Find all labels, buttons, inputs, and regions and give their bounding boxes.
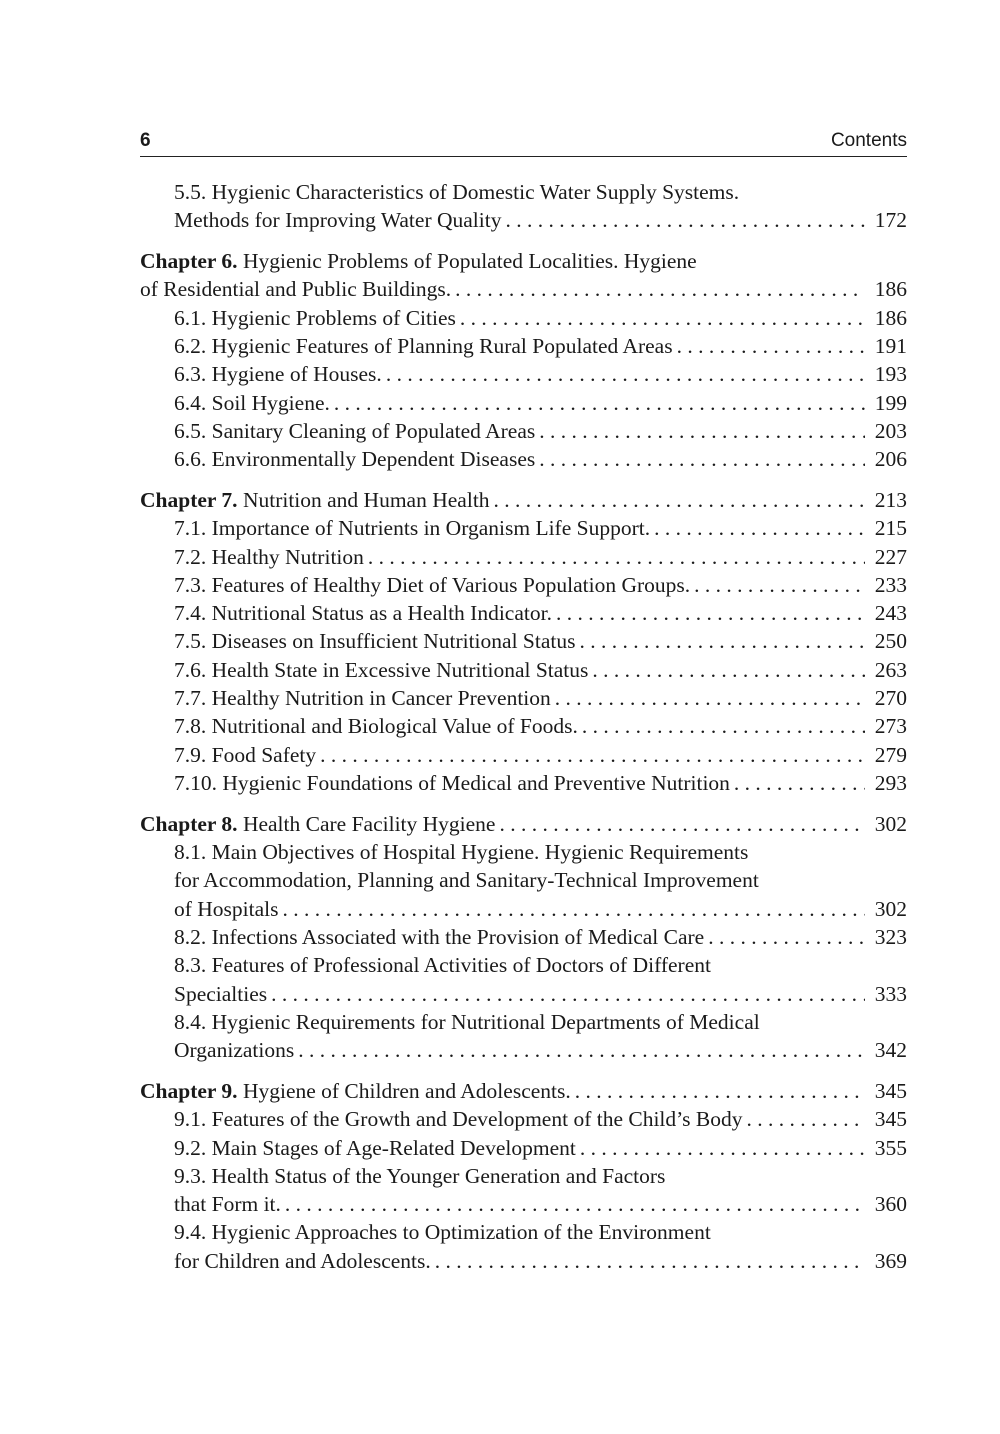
toc-page-number: 369 — [874, 1248, 907, 1273]
toc-entry-title — [174, 332, 673, 360]
dot-leader — [456, 304, 865, 332]
dot-leader — [535, 417, 865, 445]
dot-leader — [588, 656, 864, 684]
toc-page-number: 293 — [874, 770, 907, 795]
toc-entry-text: 8.1. Main Objectives of Hospital Hygiene. Hygienic Requirements — [174, 840, 749, 865]
toc-entry — [140, 304, 907, 332]
toc-entry-title — [174, 417, 535, 445]
toc-entry — [140, 1036, 907, 1064]
toc-entry — [140, 417, 907, 445]
toc-entry — [140, 445, 907, 473]
toc-entry-title — [174, 1247, 431, 1275]
toc-entry — [140, 656, 907, 684]
dot-leader — [501, 206, 864, 234]
toc-entry-text: 9.4. Hygienic Approaches to Optimization of the Environment — [174, 1220, 711, 1245]
toc-entry — [140, 866, 907, 894]
dot-leader — [267, 980, 865, 1008]
toc-page-number: 193 — [874, 362, 907, 387]
toc-entry-title — [174, 1190, 281, 1218]
running-title: Contents — [830, 130, 907, 151]
toc-entry-text: Methods for Improving Water Quality — [174, 208, 502, 233]
toc-entry-text: 8.3. Features of Professional Activities of Doctors of Different — [174, 953, 711, 978]
toc-entry-text: 6.2. Hygienic Features of Planning Rural Populated Areas — [174, 333, 673, 358]
toc-entry — [140, 1247, 907, 1275]
toc-entry-title — [174, 1105, 742, 1133]
toc-entry — [140, 1134, 907, 1162]
toc-entry-text: Health Care Facility Hygiene — [237, 811, 496, 836]
dot-leader — [690, 571, 865, 599]
toc-entry-title — [174, 951, 711, 979]
toc-entry — [140, 599, 907, 627]
dot-leader — [330, 389, 865, 417]
toc-entry-title — [174, 838, 748, 866]
toc-entry-text: 7.7. Healthy Nutrition in Cancer Prevention — [174, 686, 551, 711]
toc-entry-text: of Residential and Public Buildings. — [140, 277, 452, 302]
toc-entry — [140, 712, 907, 740]
toc-entry-title — [174, 627, 575, 655]
toc-page-number: 279 — [874, 742, 907, 767]
toc-entry-text: 6.3. Hygiene of Houses. — [174, 362, 382, 387]
toc-entry — [140, 769, 907, 797]
toc-entry-text: for Children and Adolescents. — [174, 1248, 431, 1273]
toc-entry-text: 7.8. Nutritional and Biological Value of Foods. — [174, 714, 578, 739]
toc-entry-text: 8.4. Hygienic Requirements for Nutritional Departments of Medical — [174, 1009, 760, 1034]
dot-leader — [578, 712, 865, 740]
toc-entry — [140, 923, 907, 951]
dot-leader — [650, 514, 865, 542]
toc-entry — [140, 1105, 907, 1133]
toc-entry-text: 7.9. Food Safety — [174, 742, 317, 767]
dot-leader — [490, 486, 865, 514]
page-header — [140, 128, 907, 157]
toc-entry-title — [174, 656, 588, 684]
toc-entry-title — [174, 684, 551, 712]
toc-chapter-entry — [140, 486, 907, 514]
toc-entry-title — [174, 543, 364, 571]
dot-leader — [730, 769, 865, 797]
toc-page-number: 186 — [874, 305, 907, 330]
toc-page-number: 191 — [874, 333, 907, 358]
toc-entry — [140, 1218, 907, 1246]
dot-leader — [535, 445, 865, 473]
dot-leader — [279, 895, 865, 923]
toc-chapter-entry — [140, 810, 907, 838]
toc-entry-text: 8.2. Infections Associated with the Provision of Medical Care — [174, 924, 705, 949]
toc-entry — [140, 1008, 907, 1036]
toc-page-number: 273 — [874, 714, 907, 739]
toc-page-number: 345 — [874, 1078, 907, 1103]
toc-entry-title — [174, 741, 316, 769]
toc-page-number: 323 — [874, 924, 907, 949]
toc-entry-text: Nutrition and Human Health — [237, 487, 490, 512]
toc-entry — [140, 360, 907, 388]
toc-entry — [140, 389, 907, 417]
toc-entry-title — [140, 275, 451, 303]
toc-page-number: 172 — [874, 208, 907, 233]
toc-entry — [140, 838, 907, 866]
toc-entry — [140, 980, 907, 1008]
chapter-label: Chapter 6. — [140, 249, 238, 274]
toc-entry-text: for Accommodation, Planning and Sanitary-Technical Improvement — [174, 868, 759, 893]
toc-page-number: 263 — [874, 657, 907, 682]
toc-entry-title — [174, 360, 382, 388]
dot-leader — [364, 543, 865, 571]
toc-entry-text: 9.3. Health Status of the Younger Generation and Factors — [174, 1163, 666, 1188]
toc-entry-title — [174, 445, 535, 473]
toc-entry-title — [174, 1008, 760, 1036]
toc-page-number: 227 — [874, 544, 907, 569]
toc-entry — [140, 895, 907, 923]
toc-page-number: 360 — [874, 1192, 907, 1217]
toc-entry — [140, 543, 907, 571]
toc-entry — [140, 571, 907, 599]
toc-page-number: 250 — [874, 629, 907, 654]
toc-page-number: 213 — [874, 487, 907, 512]
toc-entry-title — [140, 486, 490, 514]
dot-leader — [742, 1105, 864, 1133]
toc-entry-text: of Hospitals — [174, 896, 279, 921]
toc-entry-text: 7.6. Health State in Excessive Nutritional Status — [174, 657, 589, 682]
toc-page-number: 333 — [874, 981, 907, 1006]
toc-entry-text: Hygiene of Children and Adolescents. — [237, 1078, 571, 1103]
toc-page-number: 215 — [874, 516, 907, 541]
toc-page-number: 302 — [874, 811, 907, 836]
toc-entry — [140, 178, 907, 206]
toc-entry-text: Specialties — [174, 981, 268, 1006]
toc-page-number: 203 — [874, 418, 907, 443]
toc-entry-title — [174, 895, 279, 923]
toc-entry-text: 7.2. Healthy Nutrition — [174, 544, 364, 569]
chapter-label: Chapter 9. — [140, 1078, 238, 1103]
toc-entry-text: 6.1. Hygienic Problems of Cities — [174, 305, 456, 330]
toc-entry — [140, 627, 907, 655]
toc-chapter-entry — [140, 1077, 907, 1105]
table-of-contents — [140, 178, 907, 1275]
toc-entry — [140, 684, 907, 712]
toc-entry — [140, 332, 907, 360]
dot-leader — [704, 923, 865, 951]
toc-entry — [140, 275, 907, 303]
toc-chapter-entry — [140, 247, 907, 275]
dot-leader — [451, 275, 865, 303]
chapter-label: Chapter 8. — [140, 811, 238, 836]
toc-page-number: 270 — [874, 686, 907, 711]
toc-entry-text: 9.1. Features of the Growth and Development of the Child’s Body — [174, 1107, 743, 1132]
toc-entry-title — [174, 712, 578, 740]
toc-page-number: 243 — [874, 601, 907, 626]
toc-entry-text: 6.4. Soil Hygiene. — [174, 390, 330, 415]
toc-entry-title — [174, 980, 267, 1008]
toc-page-number: 342 — [874, 1038, 907, 1063]
dot-leader — [551, 684, 865, 712]
toc-entry-text: 7.3. Features of Healthy Diet of Various Population Groups. — [174, 572, 691, 597]
dot-leader — [571, 1077, 865, 1105]
dot-leader — [576, 1134, 865, 1162]
toc-entry-text: 7.4. Nutritional Status as a Health Indicator. — [174, 601, 552, 626]
dot-leader — [575, 627, 864, 655]
toc-entry-title — [174, 571, 690, 599]
toc-entry-text: Organizations — [174, 1038, 295, 1063]
toc-entry-title — [174, 1134, 576, 1162]
toc-entry-title — [174, 178, 739, 206]
toc-entry-title — [174, 1162, 665, 1190]
toc-entry-title — [174, 599, 552, 627]
chapter-label: Chapter 7. — [140, 487, 238, 512]
toc-entry-title — [140, 810, 495, 838]
toc-entry — [140, 514, 907, 542]
toc-page-number: 345 — [874, 1107, 907, 1132]
dot-leader — [316, 741, 865, 769]
toc-entry-title — [140, 1077, 571, 1105]
toc-page-number: 206 — [874, 447, 907, 472]
dot-leader — [382, 360, 865, 388]
toc-entry — [140, 741, 907, 769]
toc-page-number: 186 — [874, 277, 907, 302]
toc-page-number: 233 — [874, 572, 907, 597]
toc-entry-title — [174, 769, 730, 797]
toc-entry-text: 7.1. Importance of Nutrients in Organism Life Support. — [174, 516, 651, 541]
dot-leader — [281, 1190, 865, 1218]
toc-entry-title — [140, 247, 697, 275]
toc-entry — [140, 951, 907, 979]
toc-entry-text: 7.10. Hygienic Foundations of Medical and Preventive Nutrition — [174, 770, 730, 795]
toc-entry — [140, 1190, 907, 1218]
toc-entry-text: 9.2. Main Stages of Age-Related Development — [174, 1135, 576, 1160]
toc-entry-title — [174, 1036, 294, 1064]
dot-leader — [673, 332, 865, 360]
toc-entry-title — [174, 923, 704, 951]
toc-page-number: 302 — [874, 896, 907, 921]
toc-entry-title — [174, 866, 759, 894]
toc-entry-title — [174, 514, 650, 542]
toc-entry — [140, 1162, 907, 1190]
page-number: 6 — [140, 130, 151, 151]
toc-entry-text: 6.5. Sanitary Cleaning of Populated Areas — [174, 418, 536, 443]
toc-entry-text: 5.5. Hygienic Characteristics of Domestic Water Supply Systems. — [174, 180, 740, 204]
dot-leader — [495, 810, 864, 838]
toc-entry-text: 6.6. Environmentally Dependent Diseases — [174, 447, 536, 472]
toc-entry-text: Hygienic Problems of Populated Localities. Hygiene — [237, 249, 697, 274]
toc-entry-title — [174, 304, 456, 332]
dot-leader — [294, 1036, 865, 1064]
dot-leader — [552, 599, 865, 627]
toc-page-number: 199 — [874, 390, 907, 415]
toc-entry — [140, 206, 907, 234]
dot-leader — [431, 1247, 865, 1275]
toc-entry-title — [174, 1218, 711, 1246]
toc-entry-text: that Form it. — [174, 1192, 281, 1217]
toc-entry-text: 7.5. Diseases on Insufficient Nutritional Status — [174, 629, 576, 654]
toc-page-number: 355 — [874, 1135, 907, 1160]
toc-entry-title — [174, 206, 501, 234]
toc-entry-title — [174, 389, 330, 417]
